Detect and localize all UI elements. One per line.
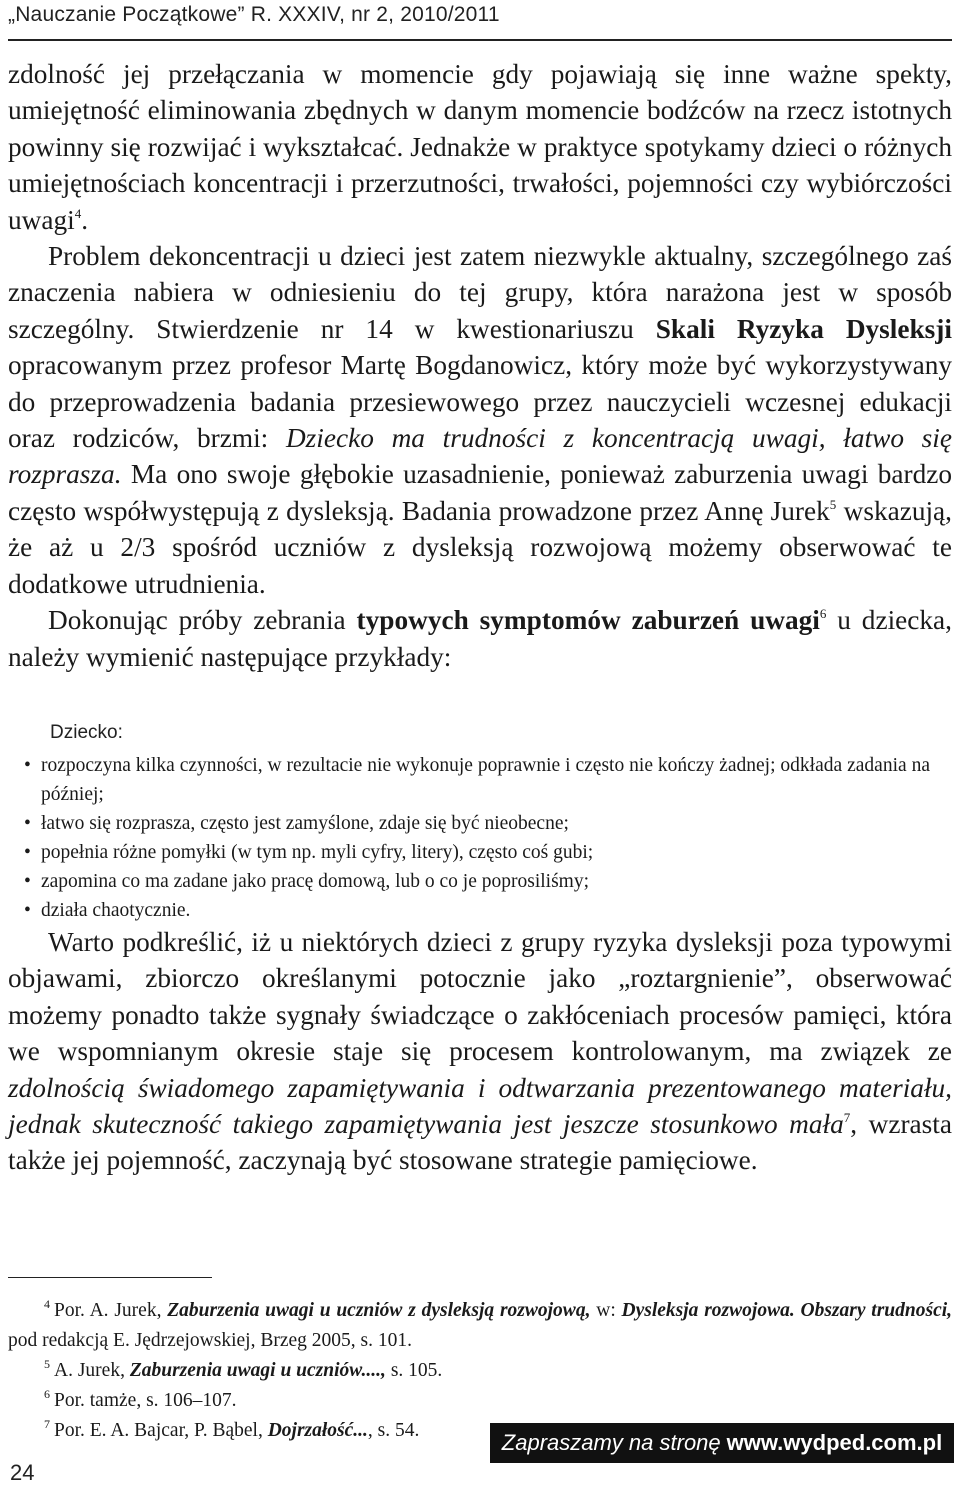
footnote-text: Por. A. Jurek, [54, 1300, 168, 1321]
footnote-4 [8, 1296, 952, 1356]
paragraph-text: wskazują, że aż u 2/3 spośród uczniów z dysleksją rozwojową możemy obserwować te dodatkowe utrudnienia. [8, 495, 952, 599]
footnote-number: 7 [44, 1417, 50, 1431]
paragraph-problem [8, 238, 952, 602]
page-number: 24 [10, 1460, 35, 1485]
paragraph-text: u dziecka, należy wymienić następujące przykłady: [8, 605, 952, 672]
list-item: • rozpoczyna kilka czynności, w rezultacie nie wykonuje poprawnie i często nie kończy żadnej; odkłada zadania na później; [8, 751, 930, 809]
promo-link[interactable]: www.wydped.com.pl [726, 1430, 943, 1455]
paragraph-symptoms-intro [8, 602, 952, 675]
paragraph-text: opracowanym przez profesor Martę Bogdanowicz, który może być wykorzystywany do przeprowadzenia badania przesiewowego przez nauczycieli wczesnej edukacji oraz rodziców, brzmi: [8, 350, 952, 454]
paragraph-text: Problem dekoncentracji u dzieci jest zatem niezwykle aktualny, szczególnego zaś znaczenia nabiera w odniesieniu do tej grupy, która narażona jest w sposób szczególny. Stwierdzenie nr 14 w kwestionariuszu [8, 241, 952, 344]
paragraph-text: , wzrasta także jej pojemność, zaczynają być stosowane strategie pamięciowe. [8, 1109, 952, 1176]
footnote-number: 5 [44, 1357, 50, 1371]
footnote-5 [8, 1356, 952, 1386]
footnote-text: s. 105. [385, 1360, 443, 1381]
italic-quote: Dziecko ma trudności z koncentracją uwagi, łatwo się rozprasza. [8, 423, 953, 490]
footnote-ref-4[interactable]: 4 [74, 205, 82, 221]
paragraph-continuation [8, 56, 952, 238]
running-title: „Nauczanie Początkowe” R. XXXIV, nr 2, 2010/2011 [8, 3, 500, 26]
footnote-ref-5[interactable]: 5 [829, 496, 837, 512]
paragraph-text: Warto podkreślić, iż u niektórych dzieci z grupy ryzyka dysleksji poza typowymi objawami, zbiorczo określanymi potocznie jako „roztargnienie”, obserwować możemy ponadto także sygnały świadczące o zakłóceniach procesów pamięci, która we wspomnianym okresie staje się procesem kontrolowanym, ma związek ze [8, 927, 952, 1067]
footnote-text: A. Jurek, [54, 1360, 130, 1381]
footnote-title: Zaburzenia uwagi u uczniów z dysleksją rozwojową, [167, 1300, 591, 1321]
footnote-6 [8, 1386, 952, 1416]
bold-term-skala: Skali Ryzyka Dysleksji [655, 313, 952, 344]
footnote-number: 4 [44, 1297, 50, 1311]
footnote-text: pod redakcją E. Jędrzejowskiej, Brzeg 2005, s. 101. [8, 1330, 412, 1351]
symptom-list [8, 751, 930, 925]
promo-banner[interactable] [490, 1423, 954, 1463]
footnote-title: Dojrzałość... [267, 1420, 368, 1441]
list-item: • działa chaotycznie. [8, 896, 930, 925]
paragraph-text: Dokonując próby zebrania [48, 605, 357, 636]
memory-text [8, 924, 952, 1179]
footnote-ref-7[interactable]: 7 [843, 1110, 851, 1126]
list-item: • popełnia różne pomyłki (w tym np. myli cyfry, litery), często coś gubi; [8, 838, 930, 867]
header-rule [8, 39, 952, 41]
footnote-text: w: [590, 1300, 622, 1321]
list-label: Dziecko: [50, 722, 123, 743]
paragraph-text: zdolność jej przełączania w momencie gdy pojawiają się inne ważne spekty, umiejętność eliminowania zbędnych w danym momencie bodźców na rzecz istotnych powinny się rozwijać i wykształcać. Jednakże w praktyce spotykamy dzieci o różnych umiejętnościach koncentracji i przerzutności, trwałości, pojemności czy wybiórczości uwagi [8, 59, 952, 235]
footnote-title: Zaburzenia uwagi u uczniów...., [129, 1360, 386, 1381]
promo-text: Zapraszamy na stronę [501, 1430, 721, 1455]
bold-term-symptoms: typowych symptomów zaburzeń uwagi [356, 605, 820, 636]
paragraph-memory [8, 924, 952, 1179]
footnote-text: Por. tamże, s. 106–107. [54, 1390, 237, 1411]
italic-quote: zdolnością świadomego zapamiętywania i odtwarzania prezentowanego materiału, jednak skuteczność takiego zapamiętywania jest jeszcze stosunkowo mała [8, 1072, 952, 1140]
list-item: • łatwo się rozprasza, często jest zamyślone, zdaje się być nieobecne; [8, 809, 930, 838]
footnote-ref-6[interactable]: 6 [819, 606, 827, 622]
list-item: • zapomina co ma zadane jako pracę domową, lub o co je poprosiliśmy; [8, 867, 930, 896]
footnote-number: 6 [44, 1387, 50, 1401]
main-text [8, 56, 952, 675]
paragraph-text: . [81, 204, 89, 235]
footnote-rule [8, 1277, 212, 1278]
paragraph-text: Ma ono swoje głębokie uzasadnienie, ponieważ zaburzenia uwagi bardzo często współwystępują z dysleksją. Badania prowadzone przez Annę Jurek [8, 459, 952, 526]
footnote-title: Dysleksja rozwojowa. Obszary trudności, [621, 1300, 953, 1321]
footnote-text: , s. 54. [367, 1420, 420, 1441]
footnote-text: Por. E. A. Bajcar, P. Bąbel, [54, 1420, 268, 1441]
